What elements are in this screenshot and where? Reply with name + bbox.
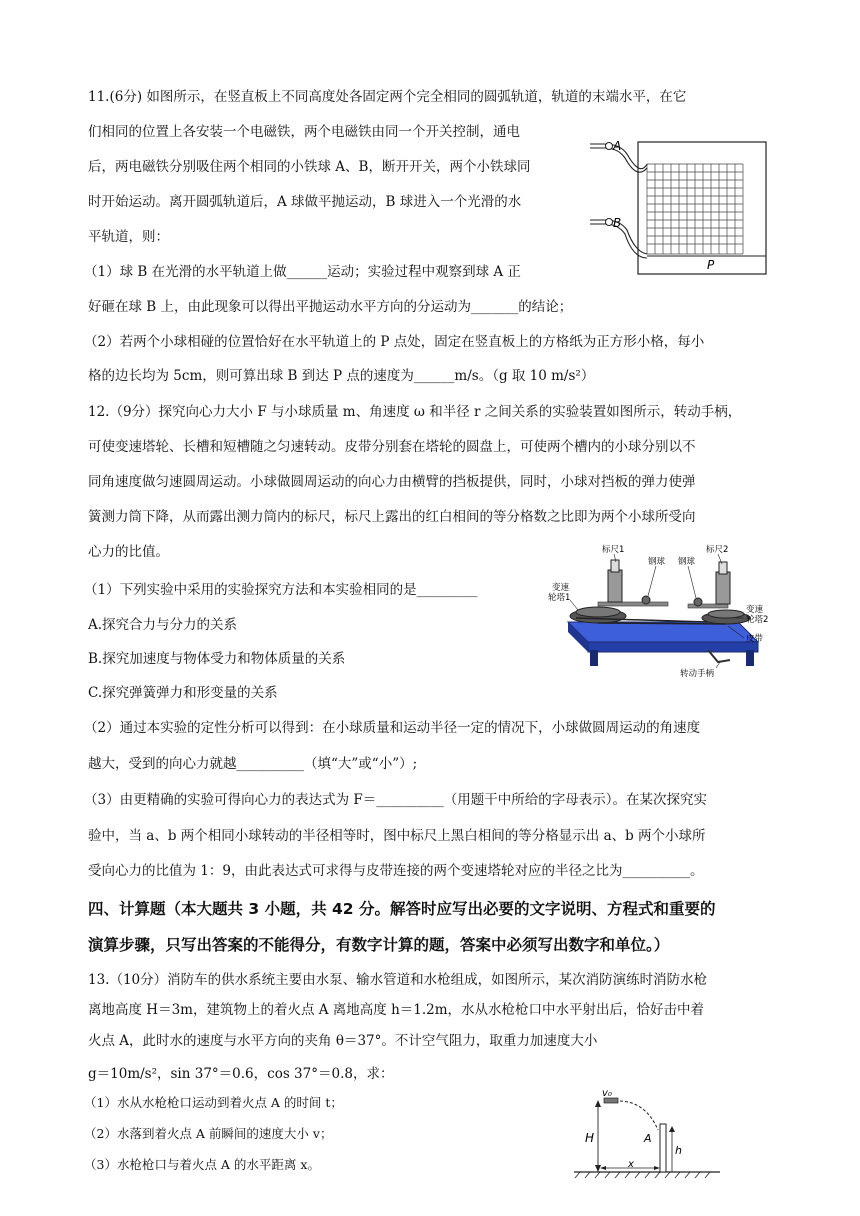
q11-label-a: A xyxy=(613,139,622,153)
q12-line-10: 验中，当 a、b 两个相同小球转动的半径相等时，图中标尺上黑白相间的等分格显示出 a、b 两个小球所 xyxy=(88,828,706,844)
q12-option-c: C.探究弹簧弹力和形变量的关系 xyxy=(88,685,278,701)
q13-subquestion-3: （3）水枪枪口与着火点 A 的水平距离 x。 xyxy=(84,1157,320,1172)
q12-option-b: B.探究加速度与物体受力和物体质量的关系 xyxy=(88,651,346,667)
q13-figure-trajectory xyxy=(572,1090,722,1200)
q12-label-tower1-bottom: 轮塔1 xyxy=(548,593,571,603)
q13-line-2: 离地高度 H＝3m，建筑物上的着火点 A 离地高度 h＝1.2m，水从水枪枪口中水平射出后，恰好击中着 xyxy=(88,1002,705,1018)
q12-option-a: A.探究合力与分力的关系 xyxy=(88,617,238,633)
q11-line-7: 好砸在球 B 上，由此现象可以得出平抛运动水平方向的分运动为_______的结论； xyxy=(88,299,573,315)
q12-label-ruler2: 标尺2 xyxy=(706,545,729,555)
q12-line-8: 越大，受到的向心力就越__________（填“大”或“小”）; xyxy=(88,756,418,772)
q13-label-x: x xyxy=(628,1159,634,1170)
q11-line-8: （2）若两个小球相碰的位置恰好在水平轨道上的 P 点处，固定在竖直板上的方格纸为正方形小格，每小 xyxy=(84,334,705,350)
section-4-heading-line-1: 四、计算题（本大题共 3 小题，共 42 分。解答时应写出必要的文字说明、方程式和重要的 xyxy=(88,900,716,918)
q12-line-2: 可使变速塔轮、长槽和短槽随之匀速转动。皮带分别套在塔轮的圆盘上，可使两个槽内的小球分别以不 xyxy=(88,439,696,455)
q12-line-5: 心力的比值。 xyxy=(88,544,169,560)
q13-line-1: 13.（10分）消防车的供水系统主要由水泵、输水管道和水枪组成，如图所示，某次消防演练时消防水枪 xyxy=(88,972,708,988)
q13-subquestion-2: （2）水落到着火点 A 前瞬间的速度大小 v； xyxy=(84,1126,333,1141)
q12-label-tower2-bottom: 轮塔2 xyxy=(746,615,769,625)
q12-label-tower1-top: 变速 xyxy=(552,583,570,593)
q12-label-ruler1: 标尺1 xyxy=(602,545,625,555)
q12-line-11: 受向心力的比值为 1：9，由此表达式可求得与皮带连接的两个变速塔轮对应的半径之比为__________。 xyxy=(88,863,704,879)
q13-subquestion-1: （1）水从水枪枪口运动到着火点 A 的时间 t； xyxy=(84,1095,343,1110)
q11-line-9: 格的边长均为 5cm，则可算出球 B 到达 P 点的速度为______m/s。（g 取 10 m/s²） xyxy=(88,368,595,384)
q13-label-A: A xyxy=(644,1132,652,1145)
q12-line-4: 簧测力筒下降，从而露出测力筒内的标尺，标尺上露出的红白相间的等分格数之比即为两个小球所受向 xyxy=(88,509,696,525)
q13-line-4: g＝10m/s²，sin 37°＝0.6，cos 37°＝0.8，求： xyxy=(88,1066,394,1082)
q12-line-9: （3）由更精确的实验可得向心力的表达式为 F＝__________（用题干中所给的字母表示）。在某次探究实 xyxy=(84,792,707,808)
q11-line-3: 后，两电磁铁分别吸住两个相同的小铁球 A、B，断开开关，两个小铁球同 xyxy=(88,159,531,175)
q12-line-7: （2）通过本实验的定性分析可以得到：在小球质量和运动半径一定的情况下，小球做圆周运动的角速度 xyxy=(84,720,701,736)
q12-label-belt: 皮带 xyxy=(746,634,764,644)
q11-line-1: 11.(6分) 如图所示，在竖直板上不同高度处各固定两个完全相同的圆弧轨道，轨道的末端水平，在它 xyxy=(88,89,687,105)
q12-figure-apparatus xyxy=(548,542,788,682)
q12-line-3: 同角速度做匀速圆周运动。小球做圆周运动的向心力由横臂的挡板提供，同时，小球对挡板的弹力使弹 xyxy=(88,474,696,490)
q11-figure-grid-board xyxy=(585,132,775,282)
q11-line-2: 们相同的位置上各安装一个电磁铁，两个电磁铁由同一个开关控制，通电 xyxy=(88,124,520,140)
q12-line-1: 12.（9分）探究向心力大小 F 与小球质量 m、角速度 ω 和半径 r 之间关系的实验装置如图所示，转动手柄， xyxy=(88,404,742,420)
q12-label-ball1: 钢球 xyxy=(648,557,666,567)
q11-label-b: B xyxy=(613,216,622,230)
q11-label-p: P xyxy=(707,258,715,272)
q11-line-5: 平轨道，则： xyxy=(88,229,169,245)
q12-label-tower2-top: 变速 xyxy=(746,605,764,615)
q12-label-ball2: 钢球 xyxy=(678,557,696,567)
q13-line-3: 火点 A，此时水的速度与水平方向的夹角 θ＝37°。不计空气阻力，取重力加速度大小 xyxy=(88,1033,598,1049)
q13-label-h: h xyxy=(675,1144,682,1157)
section-4-heading-line-2: 演算步骤，只写出答案的不能得分，有数字计算的题，答案中必须写出数字和单位。） xyxy=(88,936,670,954)
q12-line-6: （1）下列实验中采用的实验探究方法和本实验相同的是_________ xyxy=(84,582,478,598)
q13-label-v0: v₀ xyxy=(602,1090,612,1099)
q11-line-6: （1）球 B 在光滑的水平轨道上做______运动；实验过程中观察到球 A 正 xyxy=(84,264,521,280)
q11-line-4: 时开始运动。离开圆弧轨道后，A 球做平抛运动，B 球进入一个光滑的水 xyxy=(88,194,522,210)
q12-label-handle: 转动手柄 xyxy=(680,669,715,679)
q13-label-H: H xyxy=(585,1131,595,1145)
